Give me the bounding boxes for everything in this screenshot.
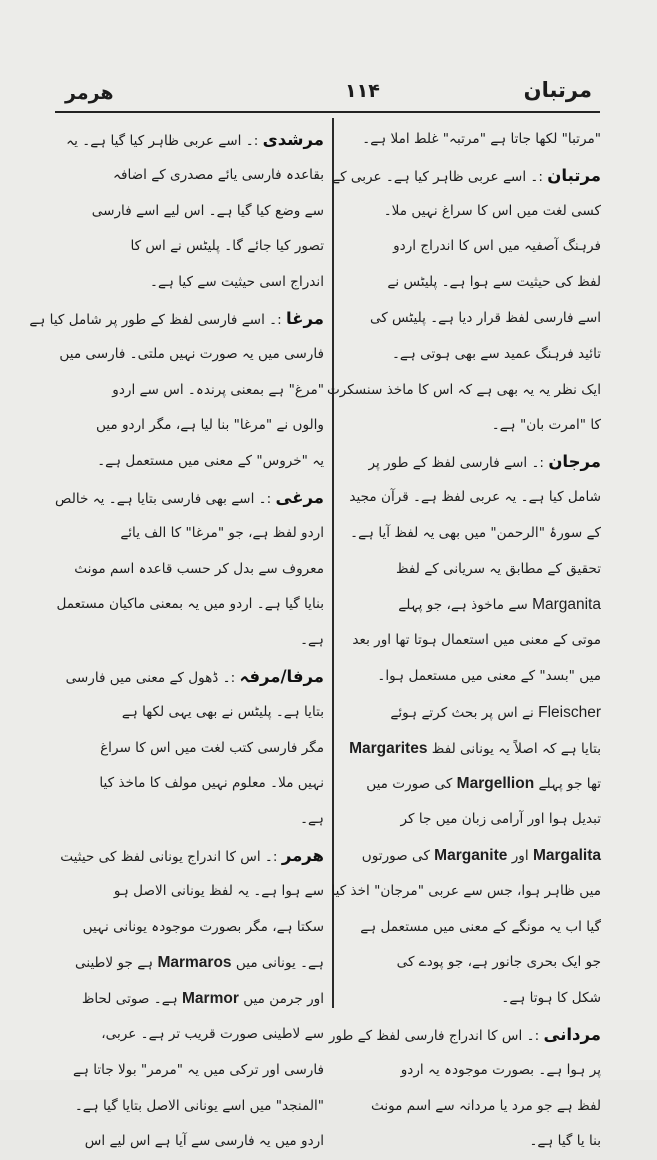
text-line [58,766,324,802]
line-text: "مرغ" ہے بمعنی پرندہ۔ اس سے اردو [112,381,324,398]
line-text: پر ہوا ہے۔ بصورت موجودہ یہ اردو [400,1061,601,1078]
entry-headword: مرغا [286,308,324,328]
text-line [343,981,601,1017]
line-text: بنا یا گیا ہے۔ [529,1133,601,1150]
line-text: :۔ اسے عربی ظاہر کیا گیا ہے۔ یہ [66,133,259,149]
page-header [55,78,600,110]
text-line [58,874,324,910]
entry-headword-line [55,480,324,516]
line-text: ہے۔ یونانی میں [235,955,324,972]
text-line [343,945,601,981]
line-text: اردو میں یہ فارسی سے آیا ہے اس لیے اس [84,1133,324,1150]
text-line [58,265,324,301]
entry-headword-line [58,122,324,158]
entry-headword-line [328,1017,601,1053]
text-line [343,516,601,552]
line-text: تبدیل ہوا اور آرامی زبان میں جا کر [400,811,601,828]
line-text: تصور کیا جائے گا۔ پلیٹس نے اس کا [130,238,324,255]
line-text: اردو لفظ ہے، جو "مرغا" کا الف یائے [120,524,324,541]
line-text: شامل کیا ہے۔ یہ عربی لفظ ہے۔ قرآن مجید [349,488,601,505]
line-text: :۔ اسے فارسی لفظ کے طور پر [368,455,545,472]
entry-headword: مرغی [275,487,324,507]
text-line [58,695,324,731]
text-line [343,480,601,516]
text-line [343,337,601,373]
page-number: ۱۱۴ [345,80,380,102]
line-text: سے وضع کیا گیا ہے۔ اس لیے اسے فارسی [91,202,324,219]
line-text: میں ظاہر ہوا، جس سے عربی "مرجان" اخذ کیا [331,882,601,899]
left-column [29,122,324,1160]
line-text: معروف سے بدل کر حسب قاعدہ اسم مونث [74,560,324,577]
line-text: بقاعدہ فارسی یائے مصدری کے اضافہ [113,166,324,183]
line-text: کی صورتوں [361,847,430,864]
latin-term: Margellion [456,775,535,793]
text-line [58,158,324,194]
text-line [327,373,601,409]
line-text: :۔ اسے فارسی لفظ کے طور پر شامل کیا ہے [29,311,282,328]
text-line [58,731,324,767]
line-text: مگر فارسی کتب لغت میں اس کا سراغ [100,739,324,756]
line-text: :۔ ڈھول کے معنی میں فارسی [65,669,236,686]
line-text: :۔ اس کا اندراج فارسی لفظ کے طور [328,1027,540,1044]
line-text: "مرتبا" لکھا جاتا ہے "مرتبہ" غلط املا ہے۔ [362,131,601,147]
text-line [58,623,324,659]
text-line [58,194,324,230]
entry-headword: هرمر [281,845,324,865]
line-text: ایک نظر یہ یہ بھی ہے کہ اس کا ماخذ سنسکرت [327,381,601,398]
text-line [58,981,324,1017]
entry-headword-line [58,838,324,874]
text-line [343,229,601,265]
line-text: موتی کے معنی میں استعمال ہوتا تھا اور بعد [352,632,601,649]
line-text: لفظ کی حیثیت سے ہوا ہے۔ پلیٹس نے [387,274,601,291]
text-line [343,587,601,623]
text-line [58,552,324,588]
entry-headword: مرشدی [262,130,324,149]
latin-term: Marmor [182,990,239,1008]
entry-headword-line [332,158,601,194]
header-left-catchword: هرمر [65,82,114,104]
line-text: تحقیق کے مطابق یہ سریانی کے لفظ [396,560,601,577]
line-text: کا "امرت بان" ہے۔ [491,417,601,434]
text-line [343,910,601,946]
text-line [58,373,324,409]
text-line [343,659,601,695]
header-rule [55,111,600,113]
latin-term: Marganite [434,846,508,864]
line-text: سے ہوا ہے۔ یہ لفظ یونانی الاصل ہو [113,882,324,899]
line-text: بتایا ہے کہ اصلاً یہ یونانی لفظ [431,740,601,757]
line-text: کسی لغت میں اس کا سراغ نہیں ملا۔ [383,202,601,219]
text-line [58,444,324,480]
line-text: ہے۔ [300,811,324,828]
text-line [343,265,601,301]
text-line [58,337,324,373]
entry-headword-line [343,444,601,480]
entry-headword-line [58,659,324,695]
entry-headword: مردانی [543,1024,601,1044]
text-line [343,766,601,802]
text-line [343,1089,601,1125]
text-line [343,695,601,731]
line-text: اندراج اسی حیثیت سے کیا ہے۔ [150,274,324,291]
text-line [58,910,324,946]
line-text: اور [511,847,529,864]
line-text: بتایا ہے۔ پلیٹس نے بھی یہی لکھا ہے [121,703,324,720]
latin-term: Margalita [532,846,601,864]
text-line [343,731,601,767]
right-column [327,122,601,1160]
line-text: ہے جو لاطینی [75,955,154,972]
text-line [58,1089,324,1125]
latin-term: Marmaros [157,954,232,972]
header-right-catchword: مرتبان [523,78,592,102]
text-line [58,802,324,838]
text-line [343,408,601,444]
latin-term: Marganita [532,596,601,614]
line-text: والوں نے "مرغا" بنا لیا ہے، مگر اردو میں [95,417,324,434]
text-line [58,1017,324,1053]
line-text: یہ "خروس" کے معنی میں مستعمل ہے۔ [97,453,324,470]
line-text: فارسی اور ترکی میں یہ "مرمر" بولا جاتا ہے [73,1061,324,1078]
text-line [58,516,324,552]
line-text: "المنجد" میں اسے یونانی الاصل بتایا گیا ہے۔ [74,1097,324,1114]
latin-term: Margarites [349,739,428,757]
line-text: میں "بسد" کے معنی میں مستعمل ہوا۔ [377,667,601,684]
line-text: گیا اب یہ مونگے کے معنی میں مستعمل ہے [360,918,601,935]
line-text: فرہنگ آصفیہ میں اس کا اندراج اردو [393,238,601,255]
line-text: تائید فرہنگ عمید سے بھی ہوتی ہے۔ [391,345,601,362]
entry-headword: مرتبان [547,165,601,185]
text-line [58,408,324,444]
line-text: تھا جو پہلے [538,776,601,793]
line-text: ہے۔ صوتی لحاظ [81,991,178,1008]
line-text: کے سورۂ "الرحمن" میں بھی یہ لفظ آیا ہے۔ [350,524,601,541]
line-text: ہے۔ [300,632,324,649]
line-text: فارسی میں یہ صورت نہیں ملتی۔ فارسی میں [59,345,324,362]
text-line [331,874,601,910]
text-line [58,587,324,623]
text-line [343,122,601,158]
text-line [58,1124,324,1160]
line-text: بنایا گیا ہے۔ اردو میں یہ بمعنی ماکیان مستعمل [56,596,324,613]
text-line [343,1124,601,1160]
line-text: اسے فارسی لفظ قرار دیا ہے۔ پلیٹس کی [369,309,601,326]
line-text: :۔ اس کا اندراج یونانی لفظ کی حیثیت [60,848,278,865]
text-line [343,194,601,230]
entry-headword: مرجان [548,452,601,472]
line-text: نہیں ملا۔ معلوم نہیں مولف کا ماخذ کیا [99,775,324,792]
text-line [343,1053,601,1089]
line-text: سکتا ہے، مگر بصورت موجودہ یونانی نہیں [82,918,324,935]
text-line [58,1053,324,1089]
entry-headword: مرفا/مرفہ [239,666,324,686]
text-line [343,802,601,838]
line-text: لفظ ہے جو مرد یا مردانہ سے اسم مونث [371,1097,601,1114]
text-line [343,623,601,659]
text-line [58,229,324,265]
line-text: :۔ اسے بھی فارسی بتایا ہے۔ یہ خالص [55,490,272,507]
latin-term: Fleischer [538,703,601,721]
line-text: اور جرمن میں [243,991,324,1008]
text-line [343,552,601,588]
entry-headword-line [29,301,324,337]
line-text: سے لاطینی صورت قریب تر ہے۔ عربی، [101,1025,324,1042]
text-line [343,838,601,874]
line-text: نے اس پر بحث کرتے ہوئے [390,704,534,721]
line-text: جو ایک بحری جانور ہے، جو پودے کی [396,954,601,971]
line-text: شکل کا ہوتا ہے۔ [501,990,601,1007]
line-text: :۔ اسے عربی ظاہر کیا ہے۔ عربی کے [332,168,543,185]
line-text: سے ماخوذ ہے، جو پہلے [398,597,528,614]
text-line [58,945,324,981]
text-line [343,301,601,337]
line-text: کی صورت میں [366,776,453,793]
